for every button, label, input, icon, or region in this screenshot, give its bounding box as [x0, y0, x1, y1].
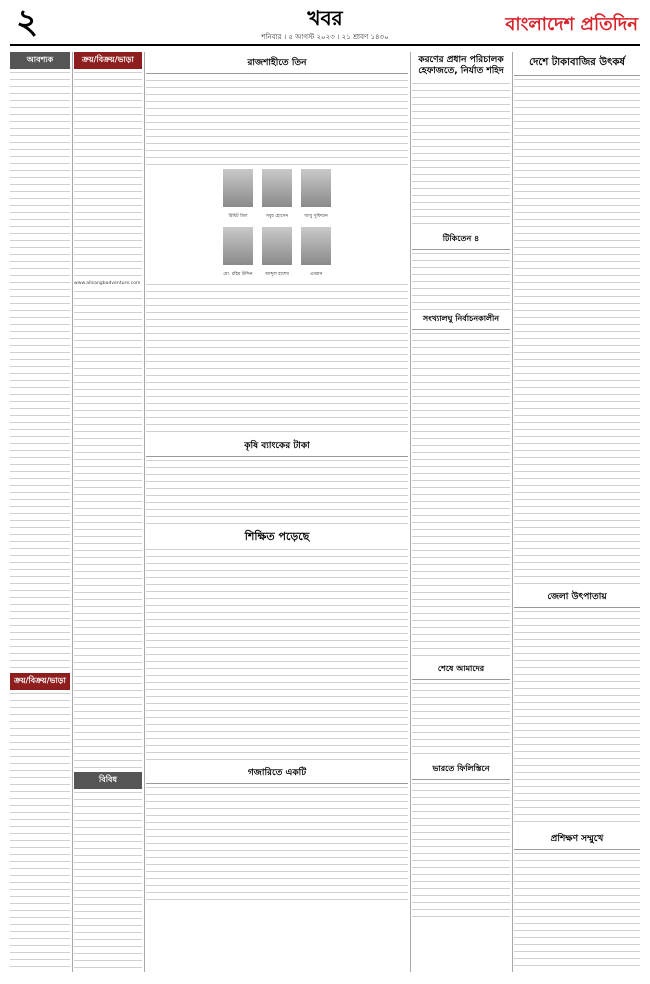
- article-title-money: দেশে টাকাবাজির উৎকর্ষ: [514, 52, 640, 76]
- article-title-bank: কৃষি ব্যাংকের টাকা: [146, 435, 408, 457]
- article-text-bank: [146, 457, 408, 527]
- article-text-sub-4: [514, 850, 640, 970]
- article-text-sub-1: [412, 250, 510, 310]
- article-subtitle-6: শেষে আমাদের: [412, 660, 510, 680]
- classified-heading-buy-sell: ক্রয়/বিক্রয়/ভাড়া: [74, 52, 142, 69]
- photo-caption: আবু সুফিয়ান: [304, 214, 328, 219]
- person-photo: [301, 169, 331, 207]
- photo-caption: আব্দুল হাশেম: [265, 272, 289, 277]
- column-divider: [72, 52, 73, 972]
- article-subtitle-2: সংখ্যালঘু নির্বাচনকালীন: [412, 310, 510, 330]
- classified-ads-text-3: [74, 69, 142, 279]
- classified-heading-misc: বিবিধ: [74, 772, 142, 789]
- lead-article-title: রাজশাহীতে তিন: [146, 52, 408, 74]
- classified-column-2: [74, 52, 142, 972]
- lead-article-text-2: [146, 281, 408, 435]
- website-text: www.allsangbadventure.com: [74, 281, 141, 286]
- article-text-feature: [146, 784, 408, 904]
- news-column-right-1: [412, 52, 510, 972]
- article-subtitle-5: ভারতে ফিলিস্তিনে: [412, 760, 510, 780]
- article-title-education: শিক্ষিত পড়েছে: [244, 530, 310, 543]
- photo-caption: রিমিট মিল: [228, 214, 248, 219]
- photo-caption: এমরান: [309, 272, 323, 277]
- classified-column-1: [10, 52, 70, 972]
- page-number: ২: [16, 2, 39, 42]
- masthead-rule: [10, 44, 640, 46]
- masthead: [0, 0, 650, 44]
- person-photo: [262, 227, 292, 265]
- person-photo: [223, 227, 253, 265]
- classified-ads-text-4: [74, 288, 142, 768]
- article-text-money: [514, 76, 640, 586]
- news-column-right-2: [514, 52, 640, 972]
- article-subtitle-1: টিকিতেন ৪: [412, 230, 510, 250]
- person-photo: [301, 227, 331, 265]
- classified-heading-buy-sell-2: ক্রয়/বিক্রয়/ভাড়া: [10, 673, 70, 690]
- photo-caption: মো. রহিম উদ্দিন: [223, 272, 253, 277]
- article-title-chief: করণের প্রধান পরিচালক হেফাজতে, নির্যাত শহিদ: [418, 55, 504, 76]
- classified-ads-text-2: [10, 690, 70, 972]
- classified-ads-text-5: [74, 789, 142, 972]
- photo-row-1: [146, 165, 408, 223]
- photo-row-2: [146, 223, 408, 281]
- column-divider: [410, 52, 411, 972]
- article-text-sub-3: [514, 608, 640, 828]
- article-text-sub-6: [412, 680, 510, 760]
- dateline: শনিবার । ৫ আগস্ট ২০২৩ । ২১ শ্রাবণ ১৪৩০: [261, 33, 389, 41]
- article-text-sub-2: [412, 330, 510, 660]
- newspaper-brand-logo: বাংলাদেশ প্রতিদিন: [505, 14, 638, 35]
- person-photo: [223, 169, 253, 207]
- lead-article-text: [146, 77, 408, 165]
- article-subtitle-4: প্রশিক্ষণ সম্মুখে: [514, 828, 640, 850]
- article-text-education: [146, 546, 408, 762]
- article-subtitle-3: জেলা উৎপাতায়: [514, 586, 640, 608]
- article-text-sub-5: [412, 780, 510, 920]
- classified-ads-text: [10, 69, 70, 669]
- column-divider: [144, 52, 145, 972]
- article-title-feature: গজারিতে একটি: [146, 762, 408, 784]
- section-name: খবর: [307, 6, 343, 30]
- person-photo: [262, 169, 292, 207]
- lead-article-column: [146, 52, 408, 972]
- article-text-chief: [412, 80, 510, 230]
- column-divider: [512, 52, 513, 972]
- photo-caption: সবুর হোসেন: [265, 214, 289, 219]
- classified-heading-wanted: আবশ্যক: [10, 52, 70, 69]
